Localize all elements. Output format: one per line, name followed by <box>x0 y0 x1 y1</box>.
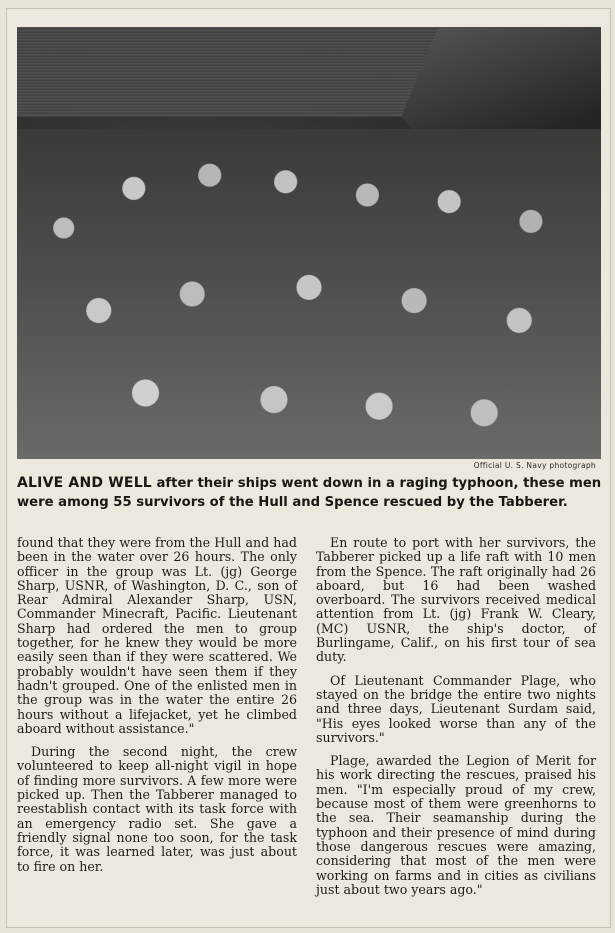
article-column-right <box>316 536 596 897</box>
survivors-group <box>17 129 601 459</box>
paragraph: During the second night, the crew volunteered to keep all-night vigil in hope of finding more survivors. A few more were picked up. Then the Tabberer managed to reestablish contact with its task force with an emergency radio set. She gave a friendly signal none too soon, for the task force, it was learned later, was just about to fire on her. <box>17 744 297 874</box>
crew-photograph <box>17 27 601 459</box>
paragraph: En route to port with her survivors, the Tabberer picked up a life raft with 10 men from the Spence. The raft originally had 26 aboard, but 16 had been washed overboard. The survivors received medical attention from Lt. (jg) Frank W. Cleary, (MC) USNR, the ship's doctor, of Burlingame, Calif., on his first tour of sea duty. <box>316 535 596 665</box>
article-column-left <box>17 536 297 874</box>
photo-caption <box>17 474 603 512</box>
paragraph: Of Lieutenant Commander Plage, who stayed on the bridge the entire two nights and three days, Lieutenant Surdam said, "His eyes looked worse than any of the survivors." <box>316 672 596 745</box>
clipping-page <box>6 8 611 928</box>
caption-lead: ALIVE AND WELL <box>17 475 152 491</box>
caption-text: after their ships went down in a raging typhoon, these men were among 55 survivors of the Hull and Spence rescued by the Tabberer. <box>17 476 602 510</box>
photo-credit: Official U. S. Navy photograph <box>473 461 596 470</box>
paragraph: Plage, awarded the Legion of Merit for his work directing the rescues, praised his men. "I'm especially proud of my crew, because most of them were greenhorns to the sea. Their seamanship during the typhoon and their presence of mind during those dangerous rescues were amazing, considering that most of the men were working on farms and in cities as civilians just about two years ago." <box>316 753 596 897</box>
paragraph: found that they were from the Hull and had been in the water over 26 hours. The only officer in the group was Lt. (jg) George Sharp, USNR, of Washington, D. C., son of Rear Admiral Alexander Sharp, USN, Commander Minecraft, Pacific. Lieutenant Sharp had ordered the men to group together, for he knew they would be more easily seen than if they were scattered. We probably wouldn't have seen them if they hadn't grouped. One of the enlisted men in the group was in the water the entire 26 hours without a lifejacket, yet he climbed aboard without assistance." <box>17 535 297 736</box>
